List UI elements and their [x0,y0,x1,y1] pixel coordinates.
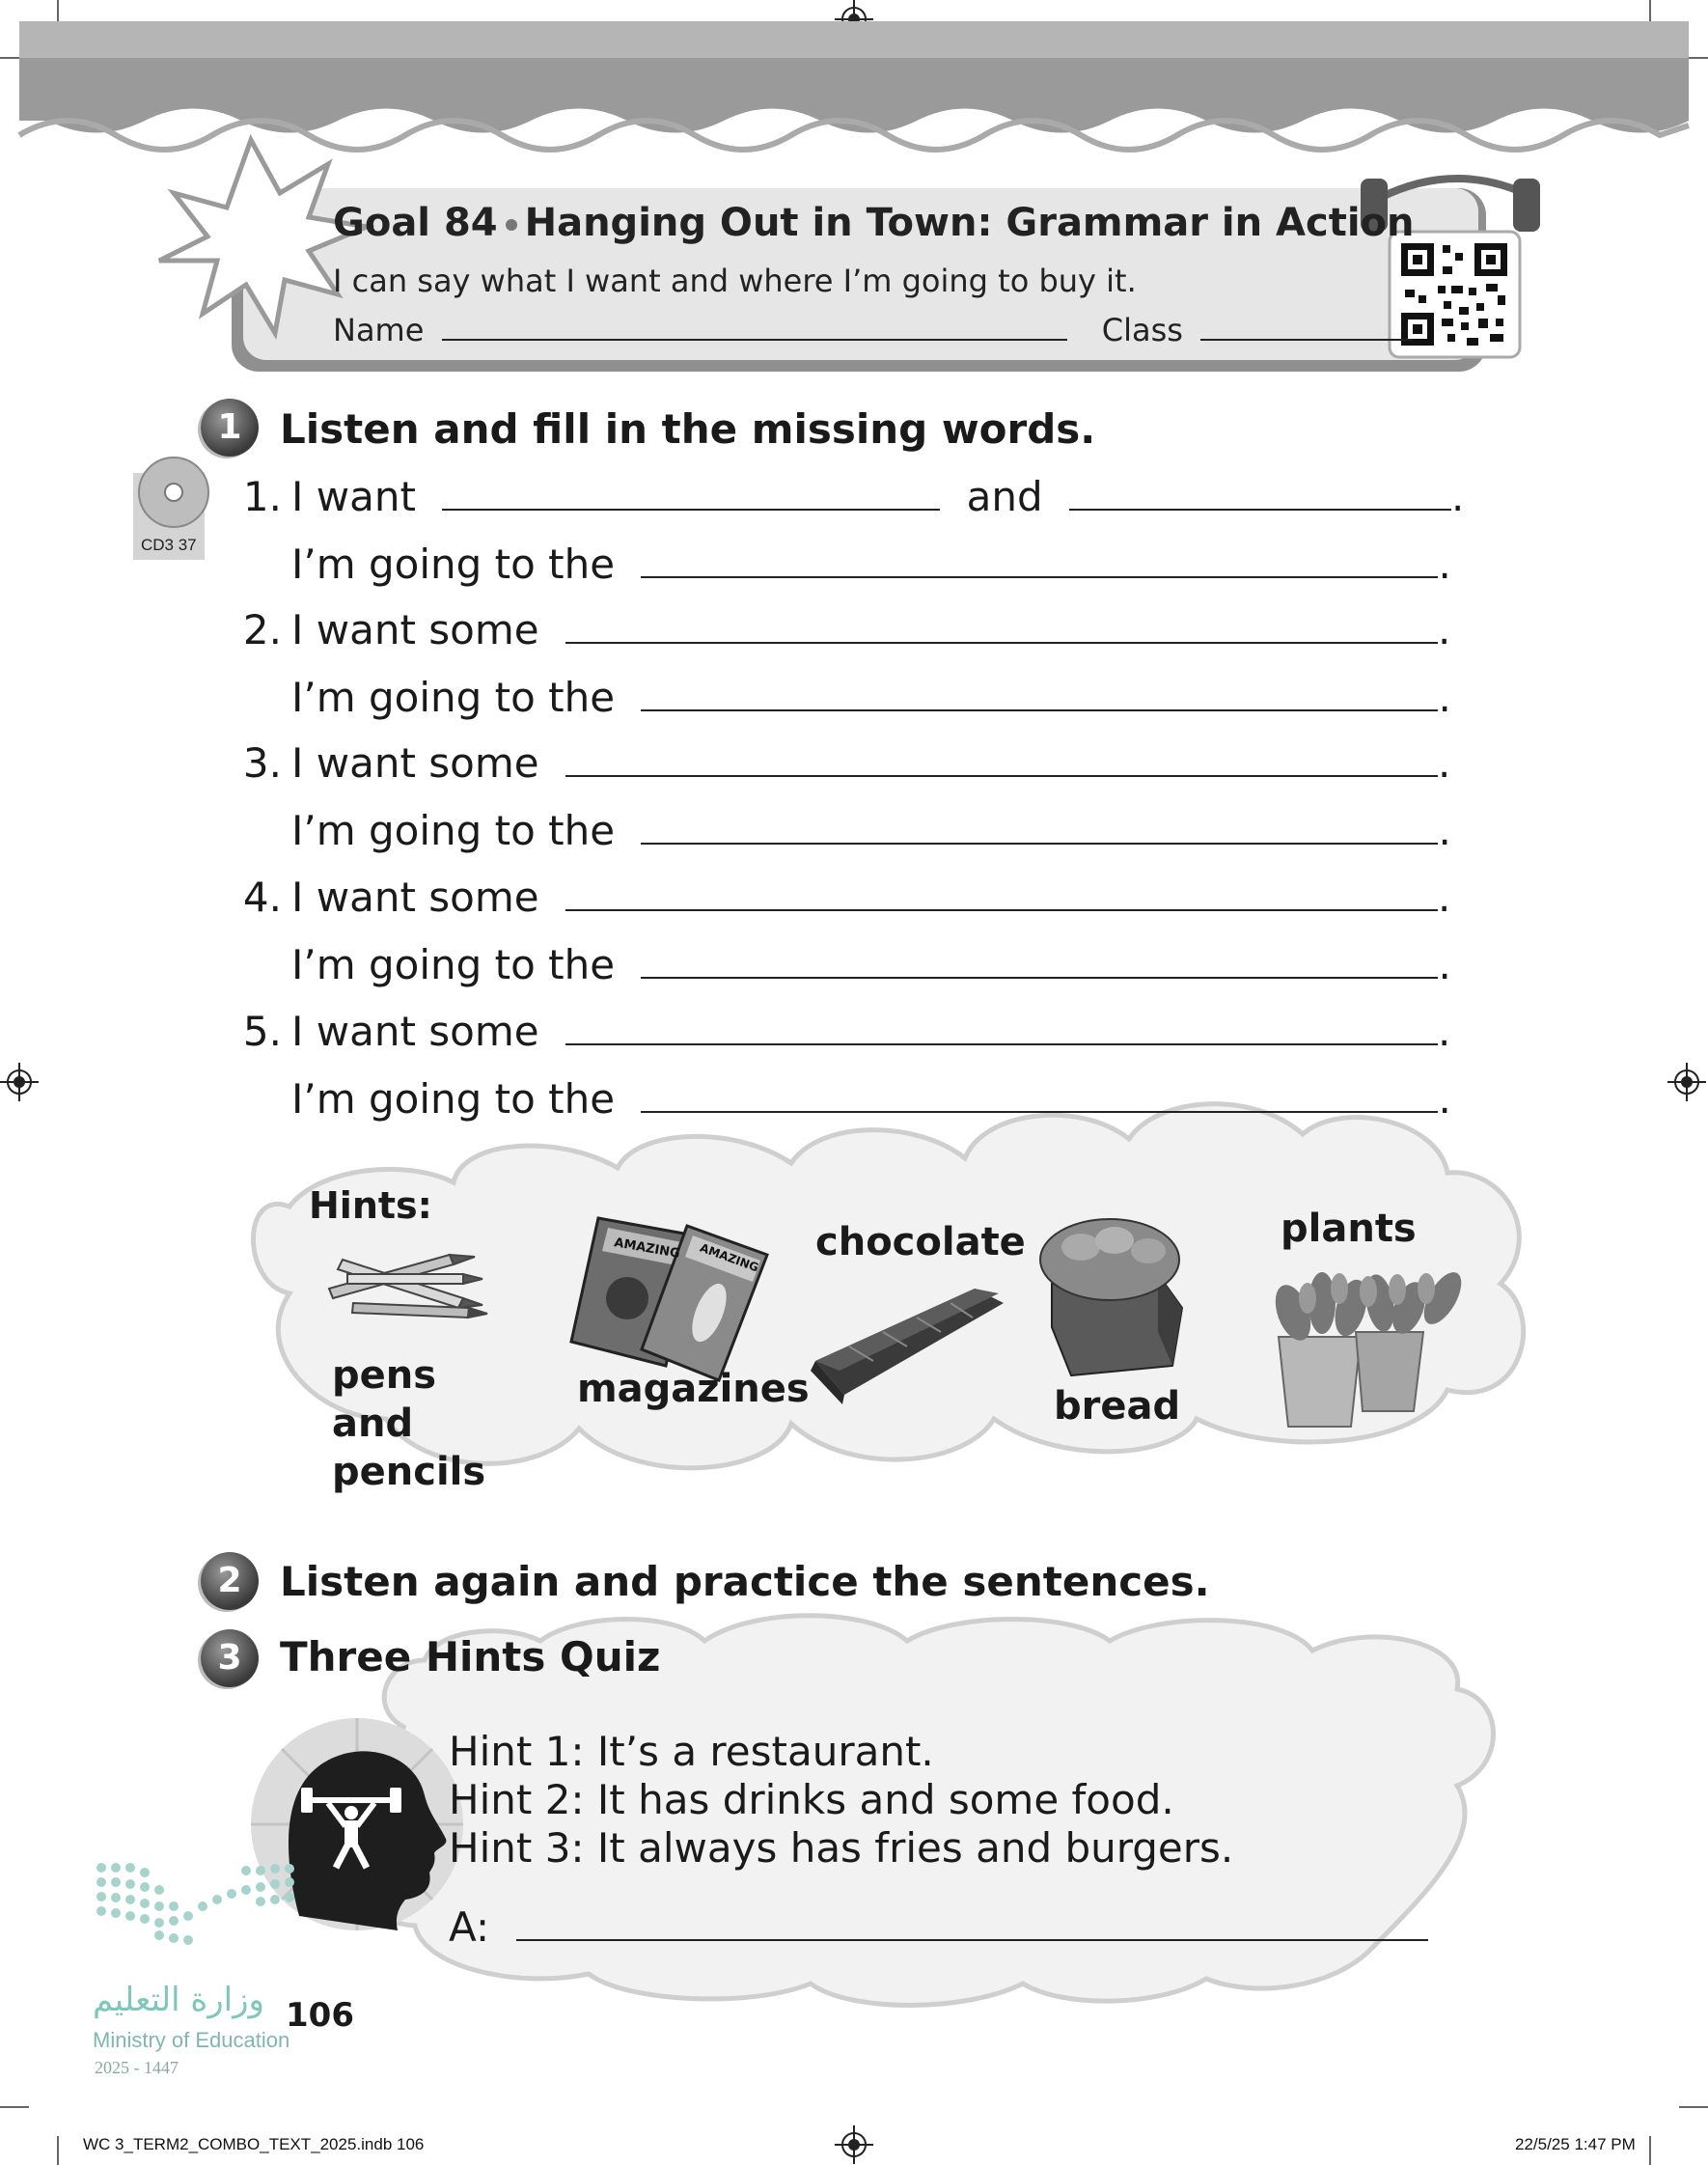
exercise-3-going-line [291,807,1451,854]
section-3-badge: 3 [201,1629,259,1687]
item-number: 1. [242,473,282,520]
section-2-title: Listen again and practice the sentences. [280,1558,1210,1605]
item-number: 5. [242,1008,282,1055]
section-3-title: Three Hints Quiz [280,1633,661,1680]
footer-date: 22/5/25 1:47 PM [1515,2135,1636,2153]
answer-blank-4a[interactable] [565,874,1438,911]
name-class-row [333,312,1413,348]
want-text: I want some [291,874,539,921]
hint-word-plants: plants [1281,1207,1417,1251]
ministry-year: 2025 - 1447 [95,2058,179,2077]
registration-mark-right [1667,1063,1706,1101]
period: . [1438,1075,1451,1123]
answer-blank-4b[interactable] [641,942,1438,979]
going-text: I’m going to the [291,807,616,854]
magazine-cover-title: AMAZING [698,1240,761,1275]
answer-blank-3b[interactable] [641,808,1438,845]
registration-mark-bottom [835,2125,873,2164]
hints-label: Hints: [309,1184,432,1227]
name-field[interactable] [442,312,1067,341]
quiz-hint-2: Hint 2: It has drinks and some food. [449,1776,1174,1823]
want-text: I want some [291,1008,539,1055]
bullet-dot [506,219,517,231]
item-number: 4. [242,874,282,921]
period: . [1438,807,1451,854]
period: . [1438,941,1451,988]
answer-blank-1b[interactable] [1069,474,1451,511]
section-2-badge: 2 [201,1552,259,1610]
ministry-name-english: Ministry of Education [93,2028,290,2052]
and-text: and [966,473,1043,520]
goal-title [333,201,1415,245]
quiz-hint-3: Hint 3: It always has fries and burgers. [449,1824,1234,1872]
magazine-cover-title: AMAZING [613,1235,681,1262]
name-label: Name [333,312,425,348]
period: . [1437,606,1451,653]
exercise-4-going-line [291,941,1451,988]
hint-word-chocolate: chocolate [815,1220,1026,1264]
exercise-1-want-line [230,473,1464,520]
page-number: 106 [286,1996,354,2035]
exercise-2-going-line [291,674,1451,721]
period: . [1438,674,1451,721]
exercise-3-want-line [230,739,1450,787]
hint-word-bread: bread [1054,1384,1181,1429]
exercise-4-want-line [230,874,1450,921]
item-number: 3. [242,739,282,787]
exercise-5-going-line [291,1075,1451,1123]
quiz-hint-1: Hint 1: It’s a restaurant. [449,1728,934,1775]
want-text: I want some [291,739,539,787]
class-label: Class [1101,312,1183,348]
hint-word-magazines: magazines [577,1367,810,1411]
registration-mark-left [0,1063,39,1101]
period: . [1437,739,1451,787]
answer-blank-3a[interactable] [565,740,1438,777]
exercise-5-want-line [230,1008,1450,1055]
answer-blank-1c[interactable] [641,541,1438,578]
item-number: 2. [242,606,282,653]
brain-strength-head-icon [251,1718,463,1930]
want-text: I want some [291,606,539,653]
exercise-2-want-line [230,606,1450,653]
period: . [1437,874,1451,921]
goal-subtitle: I can say what I want and where I’m going to buy it. [333,263,1137,299]
answer-blank-2a[interactable] [565,607,1438,644]
going-text: I’m going to the [291,541,616,588]
answer-blank-5b[interactable] [641,1076,1438,1113]
want-text: I want [291,473,416,520]
going-text: I’m going to the [291,1075,616,1123]
section-1-badge: 1 [201,399,259,457]
top-awning-banner [19,21,1689,150]
answer-blank-2b[interactable] [641,675,1438,711]
hint-word-pens-and-pencils: pens and pencils [332,1353,486,1494]
goal-heading: Hanging Out in Town: Grammar in Action [524,201,1415,245]
period: . [1437,1008,1451,1055]
going-text: I’m going to the [291,674,616,721]
quiz-answer-row [449,1903,1428,1951]
footer-file-info: WC 3_TERM2_COMBO_TEXT_2025.indb 106 [83,2135,425,2153]
class-field[interactable] [1200,312,1413,341]
quiz-answer-field[interactable] [516,1904,1428,1941]
period: . [1438,541,1451,588]
bread-icon [1040,1219,1182,1375]
ministry-name-arabic: وزارة التعليم [93,1981,264,2019]
going-text: I’m going to the [291,941,616,988]
period: . [1451,473,1465,520]
answer-label: A: [449,1903,490,1951]
answer-blank-1a[interactable] [442,474,940,511]
answer-blank-5a[interactable] [565,1009,1438,1045]
exercise-1-going-line [291,541,1451,588]
goal-number: Goal 84 [333,201,498,245]
section-1-title: Listen and fill in the missing words. [280,405,1096,453]
cd-track-label: CD3 37 [141,536,197,554]
